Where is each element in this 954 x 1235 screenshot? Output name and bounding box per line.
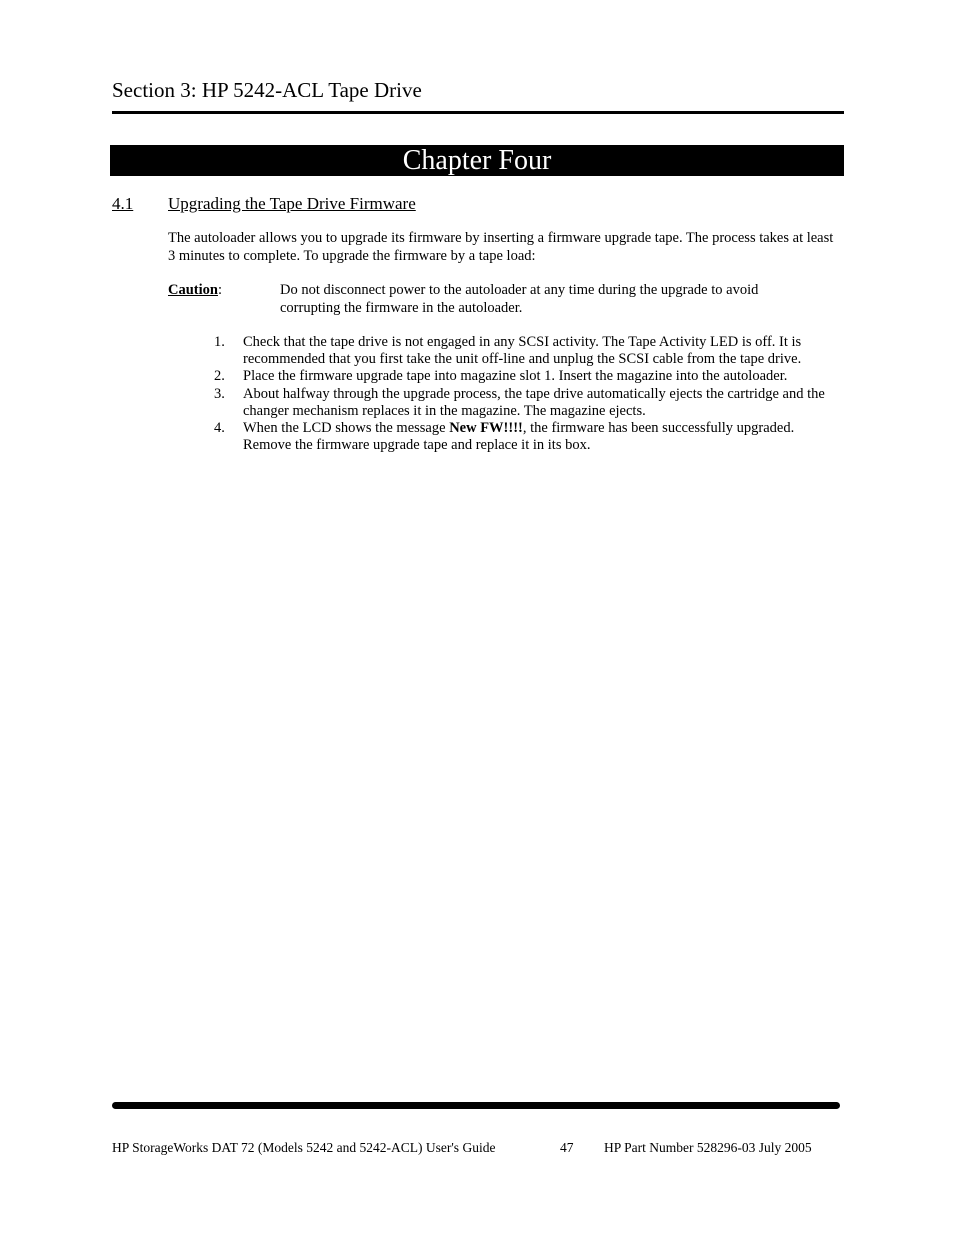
caution-colon: : [217,282,222,298]
chapter-banner [110,145,844,176]
step-text: About halfway through the upgrade process, the tape drive automatically ejects the cartridge and the changer mechanism replaces it in the magazine. The magazine ejects. [243,385,825,419]
page-number: 47 [560,1140,574,1155]
step-number: 3. [214,385,225,402]
chapter-title: Chapter Four [402,145,552,176]
step-text-after: , the firmware has been successfully upgraded. Remove the firmware upgrade tape and replace it in its box. [243,420,795,454]
step-text: Check that the tape drive is not engaged in any SCSI activity. The Tape Activity LED is off. It is recommended that you first take the unit off-line and unplug the SCSI cable from the tape drive. [243,334,802,368]
subsection-title: Upgrading the Tape Drive Firmware [168,194,416,213]
footer-guide-title: HP StorageWorks DAT 72 (Models 5242 and 5242-ACL) User's Guide [112,1140,496,1155]
caution-label: Caution [168,282,218,298]
step-number: 2. [214,368,225,385]
step-text-before: When the LCD shows the message [243,420,450,437]
list-item [214,386,844,420]
step-text: Place the firmware upgrade tape into magazine slot 1. Insert the magazine into the autoloader. [243,368,788,385]
subsection-number: 4.1 [112,194,134,213]
section-rule [112,111,844,114]
list-item [214,368,844,385]
footer-rule [112,1102,840,1109]
caution-label-wrap [168,282,222,300]
lcd-message: New FW!!!! [449,420,523,437]
subsection-heading [112,193,416,214]
footer-part-number: HP Part Number 528296-03 July 2005 [604,1140,812,1155]
section-header: Section 3: HP 5242-ACL Tape Drive [112,78,422,102]
upgrade-steps-list [214,334,844,454]
caution-text: Do not disconnect power to the autoloader at any time during the upgrade to avoid corrupting the firmware in the autoloader. [280,282,759,316]
list-item [214,420,844,454]
list-item [214,334,844,368]
step-number: 1. [214,334,225,350]
step-number: 4. [214,420,225,437]
intro-paragraph: The autoloader allows you to upgrade its firmware by inserting a firmware upgrade tape. The process takes at least 3 minutes to complete. To upgrade the firmware by a tape load: [168,230,834,264]
